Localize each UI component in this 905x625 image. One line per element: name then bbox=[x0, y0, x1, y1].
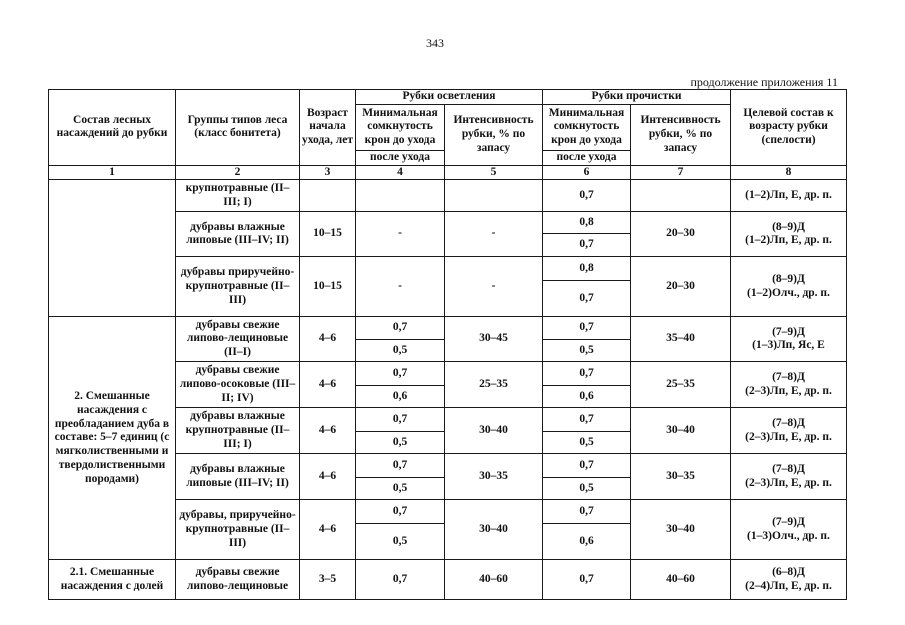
intensity-cell: 30–35 bbox=[631, 454, 731, 500]
closure-cell bbox=[356, 180, 445, 212]
intensity-cell: 30–40 bbox=[631, 500, 731, 560]
target-cell bbox=[731, 454, 847, 500]
closure-cell: 0,7 bbox=[543, 281, 631, 317]
age-cell: 10–15 bbox=[300, 257, 356, 317]
intensity-cell: 30–35 bbox=[445, 454, 543, 500]
intensity-cell: - bbox=[445, 212, 543, 257]
target-cell bbox=[731, 408, 847, 454]
target-secondary-species: (2–3)Лп, Е, др. п. bbox=[745, 476, 832, 489]
closure-cell: 0,7 bbox=[543, 362, 631, 386]
header-after-care-clearing: после ухода bbox=[356, 150, 445, 165]
page-number: 343 bbox=[426, 36, 444, 50]
closure-cell: 0,5 bbox=[356, 524, 445, 560]
col-number: 5 bbox=[445, 165, 543, 180]
continuation-note: продолжение приложения 11 bbox=[690, 75, 838, 89]
target-cell bbox=[731, 317, 847, 362]
intensity-cell: 40–60 bbox=[445, 560, 543, 600]
group21-composition-label: 2.1. Смешанные насаждения с долей bbox=[49, 560, 176, 600]
col-number: 8 bbox=[731, 165, 847, 180]
closure-cell: 0,7 bbox=[543, 180, 631, 212]
target-secondary-species: (2–4)Лп, Е, др. п. bbox=[745, 579, 832, 592]
closure-cell: 0,7 bbox=[356, 408, 445, 432]
header-min-closure-clearing: Минимальная сомкнутость крон до ухода bbox=[356, 104, 445, 150]
closure-cell: 0,6 bbox=[543, 386, 631, 408]
target-cell bbox=[731, 257, 847, 317]
forest-type-cell: дубравы свежие липово-лещиновые (II–I) bbox=[176, 317, 300, 362]
forest-type-cell: дубравы, приручейно-крупнотравные (II–III) bbox=[176, 500, 300, 560]
closure-cell: 0,7 bbox=[543, 234, 631, 257]
intensity-cell: 25–35 bbox=[445, 362, 543, 408]
closure-cell: 0,7 bbox=[543, 454, 631, 478]
closure-cell: 0,5 bbox=[356, 478, 445, 500]
target-main-species: (7–8)Д bbox=[772, 417, 805, 430]
closure-cell: 0,7 bbox=[356, 560, 445, 600]
target-main-species: (8–9)Д bbox=[772, 273, 805, 286]
closure-cell: 0,5 bbox=[543, 432, 631, 454]
forest-type-cell: дубравы свежие липово-лещиновые bbox=[176, 560, 300, 600]
header-intensity-clearing: Интенсивность рубки, % по запасу bbox=[445, 104, 543, 165]
header-thinning-cuts: Рубки прочистки bbox=[543, 90, 731, 105]
intensity-cell: 30–45 bbox=[445, 317, 543, 362]
col-number: 7 bbox=[631, 165, 731, 180]
closure-cell: 0,5 bbox=[356, 432, 445, 454]
target-main-species: (7–9)Д bbox=[772, 325, 805, 338]
col-number: 1 bbox=[49, 165, 176, 180]
target-secondary-species: (1–3)Олч., др. п. bbox=[747, 529, 830, 542]
closure-cell: 0,6 bbox=[543, 524, 631, 560]
intensity-cell: 40–60 bbox=[631, 560, 731, 600]
header-start-age: Возраст начала ухода, лет bbox=[300, 90, 356, 166]
closure-cell: 0,8 bbox=[543, 257, 631, 281]
age-cell bbox=[300, 180, 356, 212]
intensity-cell: 20–30 bbox=[631, 212, 731, 257]
col-number: 3 bbox=[300, 165, 356, 180]
header-min-closure-thinning: Минимальная сомкнутость крон до ухода bbox=[543, 104, 631, 150]
target-cell: (1–2)Лп, Е, др. п. bbox=[731, 180, 847, 212]
forest-type-cell: дубравы влажные липовые (III–IV; II) bbox=[176, 454, 300, 500]
target-secondary-species: (2–3)Лп, Е, др. п. bbox=[745, 430, 832, 443]
col-number: 6 bbox=[543, 165, 631, 180]
target-main-species: (7–8)Д bbox=[772, 371, 805, 384]
header-target-composition: Целевой состав к возрасту рубки (спелости) bbox=[731, 90, 847, 166]
intensity-cell: 25–35 bbox=[631, 362, 731, 408]
target-main-species: (7–9)Д bbox=[772, 516, 805, 529]
target-cell bbox=[731, 560, 847, 600]
intensity-cell: - bbox=[445, 257, 543, 317]
closure-cell: - bbox=[356, 257, 445, 317]
forest-type-cell: дубравы влажные липовые (III–IV; II) bbox=[176, 212, 300, 257]
forest-type-cell: дубравы приручейно-крупнотравные (II–III) bbox=[176, 257, 300, 317]
col-number: 2 bbox=[176, 165, 300, 180]
target-secondary-species: (2–3)Лп, Е, др. п. bbox=[745, 384, 832, 397]
closure-cell: 0,7 bbox=[356, 500, 445, 524]
forest-care-table bbox=[48, 89, 847, 600]
group1-composition-cell bbox=[49, 180, 176, 317]
age-cell: 4–6 bbox=[300, 500, 356, 560]
age-cell: 4–6 bbox=[300, 454, 356, 500]
target-secondary-species: (1–2)Олч., др. п. bbox=[747, 286, 830, 299]
closure-cell: 0,7 bbox=[543, 560, 631, 600]
age-cell: 3–5 bbox=[300, 560, 356, 600]
intensity-cell: 30–40 bbox=[445, 408, 543, 454]
header-forest-type-groups: Группы типов леса (класс бонитета) bbox=[176, 90, 300, 166]
intensity-cell: 35–40 bbox=[631, 317, 731, 362]
target-secondary-species: (1–2)Лп, Е, др. п. bbox=[745, 234, 832, 247]
closure-cell: 0,8 bbox=[543, 212, 631, 234]
intensity-cell bbox=[631, 180, 731, 212]
closure-cell: 0,5 bbox=[543, 340, 631, 362]
closure-cell: 0,7 bbox=[543, 500, 631, 524]
closure-cell: 0,7 bbox=[543, 317, 631, 340]
closure-cell: 0,6 bbox=[356, 386, 445, 408]
closure-cell: 0,7 bbox=[356, 454, 445, 478]
intensity-cell: 30–40 bbox=[631, 408, 731, 454]
forest-type-cell: крупнотравные (II–III; I) bbox=[176, 180, 300, 212]
age-cell: 4–6 bbox=[300, 408, 356, 454]
closure-cell: 0,5 bbox=[356, 340, 445, 362]
target-main-species: (6–8)Д bbox=[772, 566, 805, 579]
intensity-cell: 30–40 bbox=[445, 500, 543, 560]
closure-cell: 0,7 bbox=[356, 317, 445, 340]
target-secondary-species: (1–3)Лп, Яс, Е bbox=[752, 339, 825, 352]
age-cell: 4–6 bbox=[300, 362, 356, 408]
header-clearing-cuts: Рубки осветления bbox=[356, 90, 543, 105]
age-cell: 4–6 bbox=[300, 317, 356, 362]
target-main-species: (7–8)Д bbox=[772, 463, 805, 476]
header-composition: Состав лесных насаждений до рубки bbox=[49, 90, 176, 166]
header-after-care-thinning: после ухода bbox=[543, 150, 631, 165]
header-intensity-thinning: Интенсивность рубки, % по запасу bbox=[631, 104, 731, 165]
closure-cell: - bbox=[356, 212, 445, 257]
intensity-cell: 20–30 bbox=[631, 257, 731, 317]
age-cell: 10–15 bbox=[300, 212, 356, 257]
forest-type-cell: дубравы свежие липово-осоковые (III–II; IV) bbox=[176, 362, 300, 408]
target-cell bbox=[731, 500, 847, 560]
closure-cell: 0,7 bbox=[356, 362, 445, 386]
forest-type-cell: дубравы влажные крупнотравные (II–III; I) bbox=[176, 408, 300, 454]
intensity-cell bbox=[445, 180, 543, 212]
col-number: 4 bbox=[356, 165, 445, 180]
closure-cell: 0,5 bbox=[543, 478, 631, 500]
closure-cell: 0,7 bbox=[543, 408, 631, 432]
target-cell bbox=[731, 362, 847, 408]
target-cell bbox=[731, 212, 847, 257]
group2-composition-label: 2. Смешанные насаждения с преобладанием дуба в составе: 5–7 единиц (с мягколиственными и твердолиственными породами) bbox=[49, 317, 176, 560]
target-main-species: (8–9)Д bbox=[772, 220, 805, 233]
